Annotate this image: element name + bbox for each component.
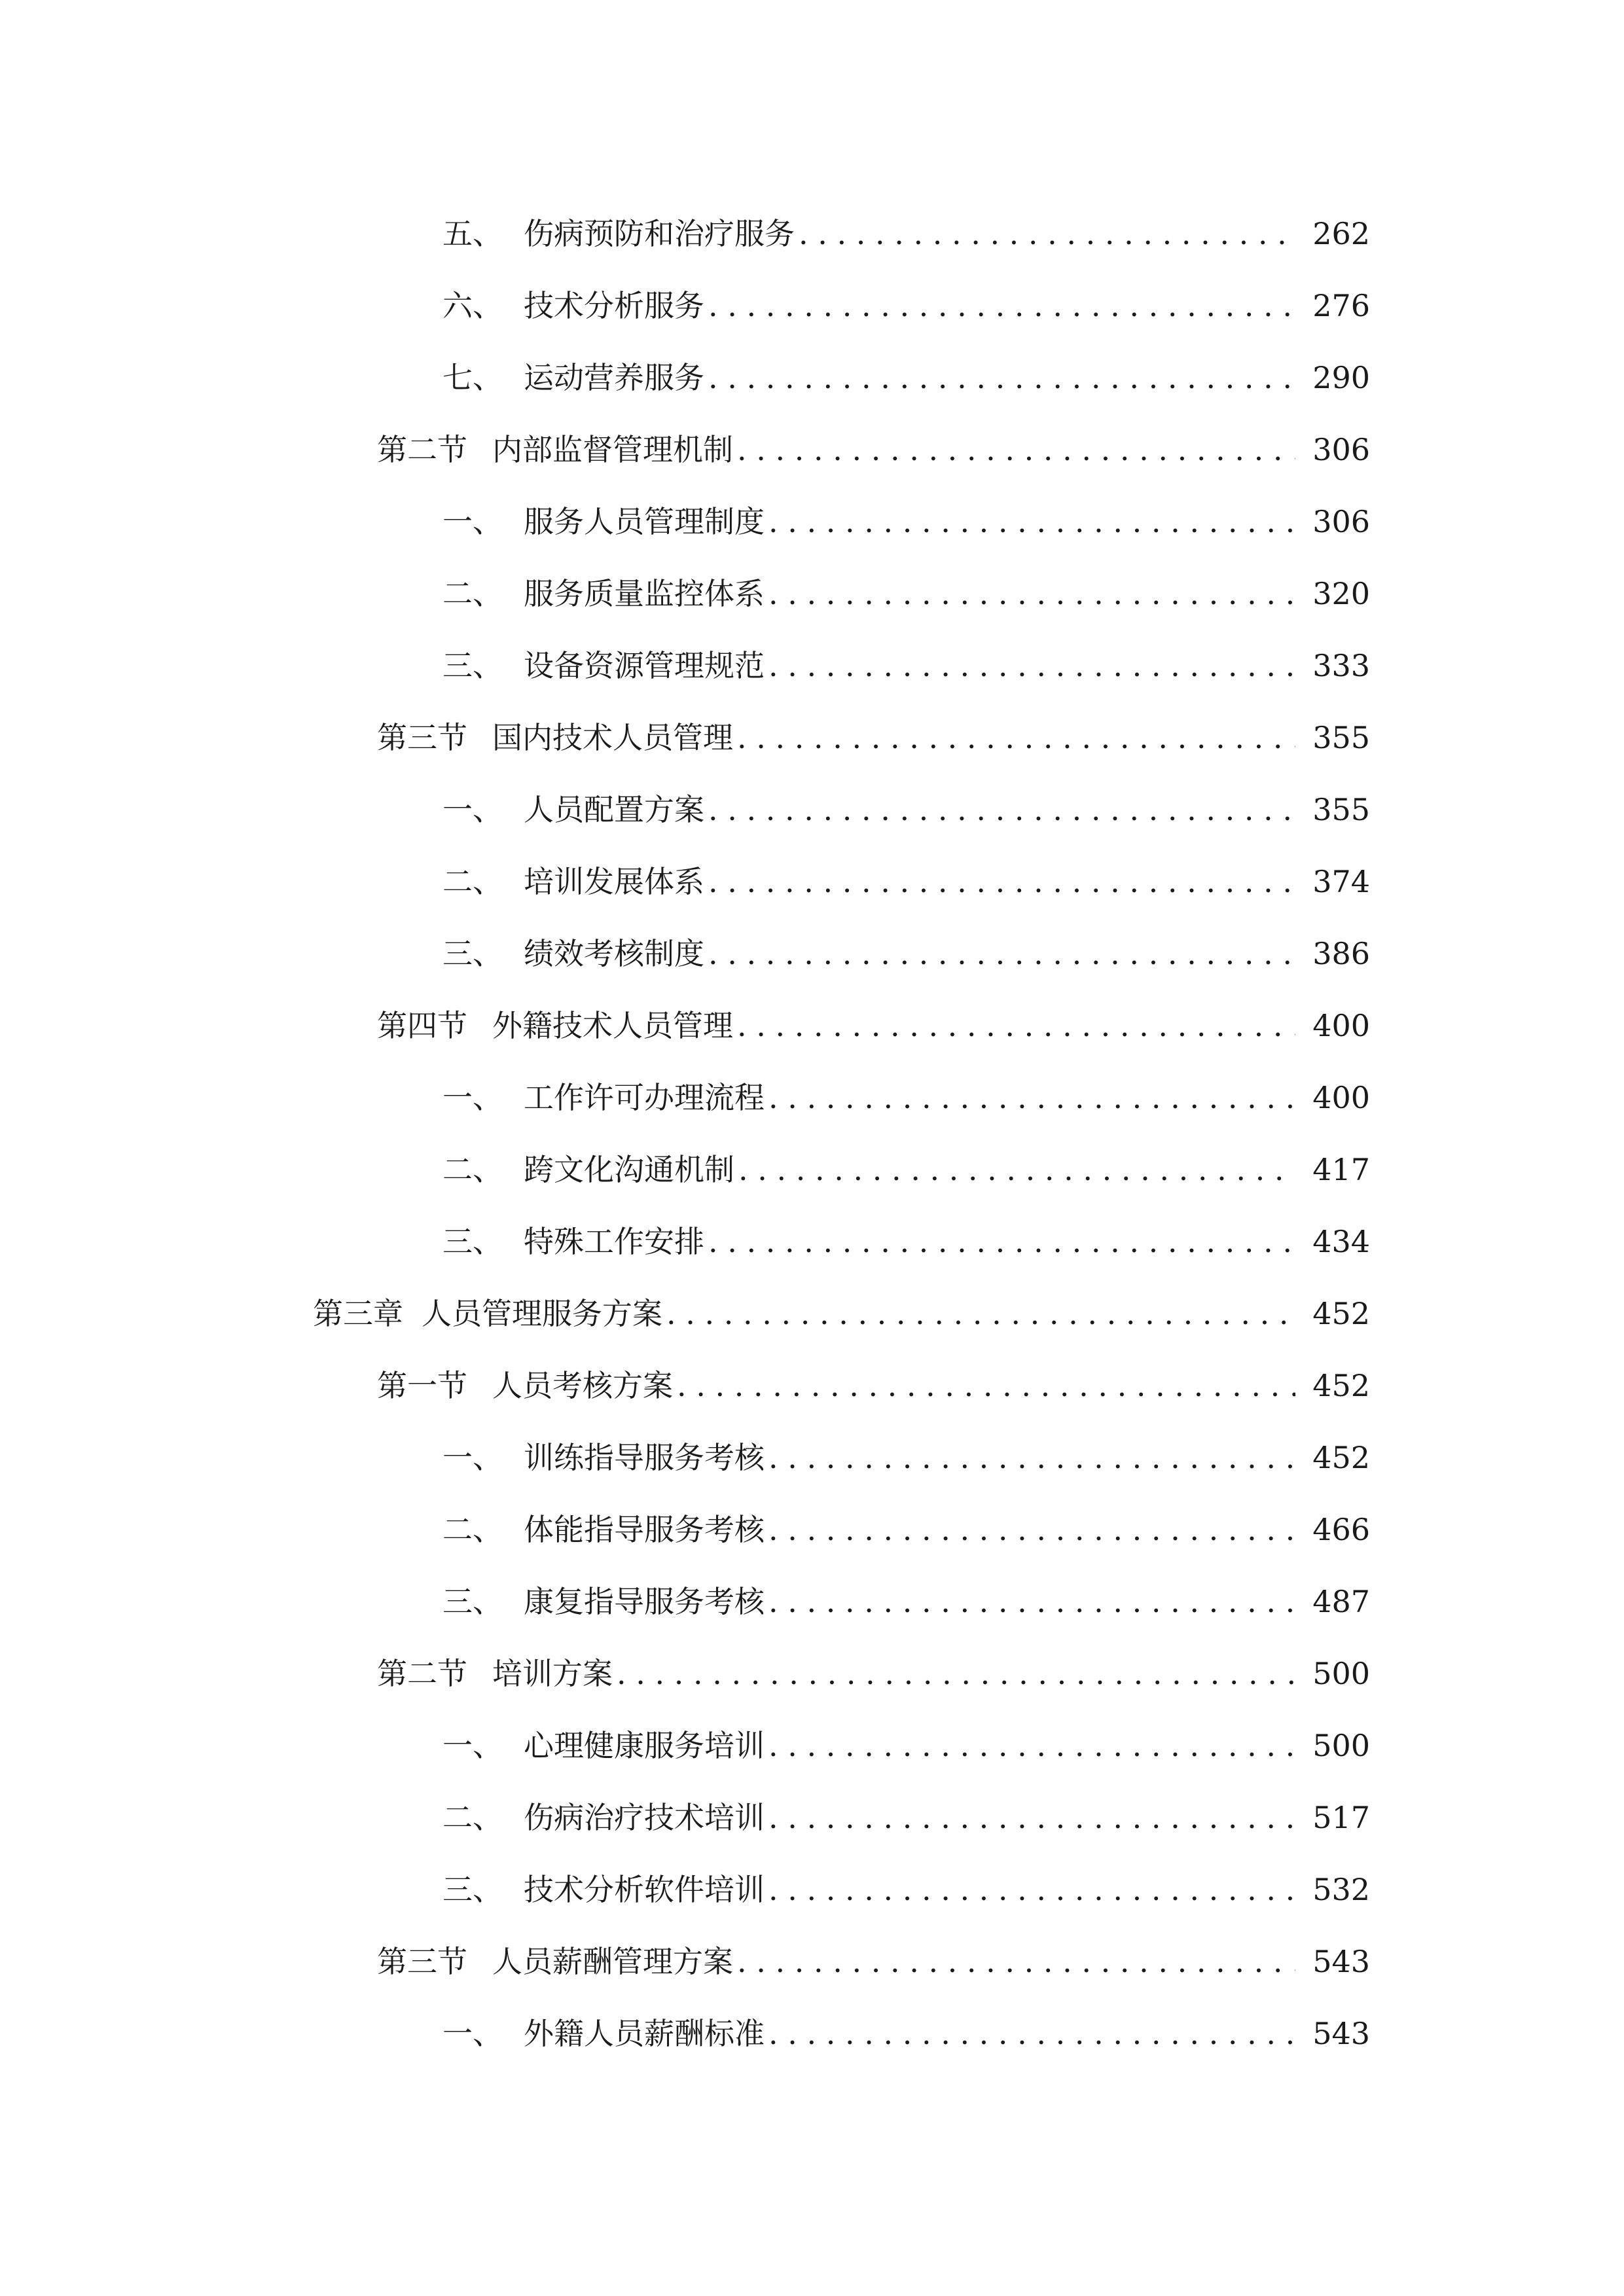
- toc-entry[interactable]: [0, 702, 1624, 774]
- toc-marker: 第二节: [377, 1656, 467, 1691]
- toc-page-number: 466: [1312, 1512, 1370, 1547]
- toc-page-number: 262: [1312, 216, 1370, 251]
- toc-entry[interactable]: [0, 1782, 1624, 1854]
- toc-marker: 一、: [442, 792, 503, 827]
- toc-title: 内部监督管理机制: [492, 432, 733, 467]
- toc-marker: 第三节: [377, 720, 467, 755]
- dot-leader: [737, 718, 1295, 757]
- toc-marker: 二、: [442, 1800, 503, 1835]
- dot-leader: [666, 1294, 1295, 1333]
- toc-page-number: 400: [1312, 1080, 1370, 1115]
- toc-title: 外籍人员薪酬标准: [524, 2016, 765, 2051]
- toc-marker: 第一节: [377, 1368, 467, 1403]
- toc-title: 训练指导服务考核: [524, 1440, 765, 1475]
- toc-marker: 三、: [442, 1224, 503, 1259]
- toc-page-number: 355: [1312, 720, 1370, 755]
- dot-leader: [768, 1870, 1295, 1909]
- toc-entry[interactable]: [0, 1206, 1624, 1278]
- toc-title: 工作许可办理流程: [524, 1080, 765, 1115]
- toc-title: 康复指导服务考核: [524, 1584, 765, 1619]
- toc-page-number: 434: [1312, 1224, 1370, 1259]
- toc-marker: 二、: [442, 576, 503, 611]
- toc-page-number: 306: [1312, 432, 1370, 467]
- dot-leader: [708, 286, 1295, 325]
- toc-entry[interactable]: [0, 1854, 1624, 1926]
- toc-entry[interactable]: [0, 1422, 1624, 1494]
- dot-leader: [708, 862, 1295, 901]
- toc-page-number: 452: [1312, 1296, 1370, 1331]
- dot-leader: [768, 1726, 1295, 1765]
- dot-leader: [768, 646, 1295, 685]
- toc-entry[interactable]: [0, 918, 1624, 990]
- toc-page-number: 320: [1312, 576, 1370, 611]
- dot-leader: [768, 574, 1295, 613]
- toc-page-number: 306: [1312, 504, 1370, 539]
- toc-page-number: 517: [1312, 1800, 1370, 1835]
- dot-leader: [768, 1078, 1295, 1117]
- toc-page-number: 452: [1312, 1368, 1370, 1403]
- toc-marker: 七、: [442, 360, 503, 395]
- dot-leader: [708, 358, 1295, 397]
- toc-title: 人员薪酬管理方案: [492, 1944, 733, 1979]
- toc-marker: 三、: [442, 936, 503, 971]
- toc-entry[interactable]: [0, 630, 1624, 702]
- toc-entry[interactable]: [0, 1278, 1624, 1350]
- toc-entry[interactable]: [0, 1710, 1624, 1782]
- toc-marker: 一、: [442, 2016, 503, 2051]
- dot-leader: [768, 1798, 1295, 1837]
- toc-page-number: 355: [1312, 792, 1370, 827]
- toc-marker: 二、: [442, 1512, 503, 1547]
- toc-marker: 三、: [442, 1584, 503, 1619]
- toc-page-number: 333: [1312, 648, 1370, 683]
- toc-entry[interactable]: [0, 1926, 1624, 1998]
- toc-page-number: 276: [1312, 288, 1370, 323]
- toc-marker: 二、: [442, 864, 503, 899]
- toc-title: 服务质量监控体系: [524, 576, 765, 611]
- dot-leader: [708, 1222, 1295, 1261]
- toc-title: 伤病治疗技术培训: [524, 1800, 765, 1835]
- toc-page-number: 543: [1312, 1944, 1370, 1979]
- toc-title: 特殊工作安排: [524, 1224, 704, 1259]
- toc-title: 跨文化沟通机制: [524, 1152, 734, 1187]
- toc-marker: 五、: [442, 216, 503, 251]
- toc-title: 体能指导服务考核: [524, 1512, 765, 1547]
- toc-title: 设备资源管理规范: [524, 648, 765, 683]
- toc-title: 心理健康服务培训: [524, 1728, 765, 1763]
- toc-marker: 三、: [442, 1872, 503, 1907]
- toc-entry[interactable]: [0, 1062, 1624, 1134]
- toc-page-number: 386: [1312, 936, 1370, 971]
- toc-entry[interactable]: [0, 342, 1624, 414]
- toc-title: 人员考核方案: [492, 1368, 673, 1403]
- toc-title: 服务人员管理制度: [524, 504, 765, 539]
- toc-entry[interactable]: [0, 1134, 1624, 1206]
- dot-leader: [768, 1582, 1295, 1621]
- toc-page-number: 487: [1312, 1584, 1370, 1619]
- toc-page-number: 500: [1312, 1728, 1370, 1763]
- dot-leader: [768, 2014, 1295, 2053]
- toc-title: 伤病预防和治疗服务: [524, 216, 795, 251]
- table-of-contents: [0, 198, 1624, 2070]
- dot-leader: [768, 502, 1295, 541]
- toc-entry[interactable]: [0, 1998, 1624, 2070]
- dot-leader: [708, 934, 1295, 973]
- toc-page-number: 543: [1312, 2016, 1370, 2051]
- toc-page-number: 290: [1312, 360, 1370, 395]
- toc-marker: 第二节: [377, 432, 467, 467]
- toc-entry[interactable]: [0, 1494, 1624, 1566]
- toc-marker: 一、: [442, 1440, 503, 1475]
- toc-page-number: 400: [1312, 1008, 1370, 1043]
- dot-leader: [737, 1006, 1295, 1045]
- toc-marker: 六、: [442, 288, 503, 323]
- toc-marker: 一、: [442, 1728, 503, 1763]
- toc-entry[interactable]: [0, 990, 1624, 1062]
- toc-marker: 二、: [442, 1152, 503, 1187]
- toc-page-number: 532: [1312, 1872, 1370, 1907]
- toc-title: 技术分析软件培训: [524, 1872, 765, 1907]
- dot-leader: [677, 1366, 1295, 1405]
- toc-entry[interactable]: [0, 414, 1624, 486]
- toc-title: 技术分析服务: [524, 288, 704, 323]
- toc-entry[interactable]: [0, 198, 1624, 270]
- toc-marker: 第四节: [377, 1008, 467, 1043]
- dot-leader: [768, 1438, 1295, 1477]
- toc-entry[interactable]: [0, 1566, 1624, 1638]
- toc-entry[interactable]: [0, 774, 1624, 846]
- toc-entry[interactable]: [0, 486, 1624, 558]
- dot-leader: [738, 1150, 1295, 1189]
- dot-leader: [768, 1510, 1295, 1549]
- toc-title: 外籍技术人员管理: [492, 1008, 733, 1043]
- toc-entry[interactable]: [0, 846, 1624, 918]
- toc-title: 运动营养服务: [524, 360, 704, 395]
- toc-marker: 第三章: [313, 1296, 403, 1331]
- toc-title: 培训发展体系: [524, 864, 704, 899]
- toc-marker: 三、: [442, 648, 503, 683]
- dot-leader: [737, 1942, 1295, 1981]
- dot-leader: [737, 430, 1295, 469]
- toc-marker: 一、: [442, 504, 503, 539]
- toc-page-number: 374: [1312, 864, 1370, 899]
- toc-page-number: 452: [1312, 1440, 1370, 1475]
- toc-page-number: 417: [1312, 1152, 1370, 1187]
- toc-marker: 一、: [442, 1080, 503, 1115]
- toc-title: 培训方案: [492, 1656, 613, 1691]
- toc-entry[interactable]: [0, 558, 1624, 630]
- dot-leader: [799, 214, 1295, 253]
- toc-title: 人员配置方案: [524, 792, 704, 827]
- toc-entry[interactable]: [0, 1638, 1624, 1710]
- dot-leader: [708, 790, 1295, 829]
- toc-entry[interactable]: [0, 1350, 1624, 1422]
- toc-title: 国内技术人员管理: [492, 720, 733, 755]
- toc-title: 绩效考核制度: [524, 936, 704, 971]
- toc-title: 人员管理服务方案: [422, 1296, 662, 1331]
- toc-marker: 第三节: [377, 1944, 467, 1979]
- toc-entry[interactable]: [0, 270, 1624, 342]
- toc-page-number: 500: [1312, 1656, 1370, 1691]
- dot-leader: [617, 1654, 1295, 1693]
